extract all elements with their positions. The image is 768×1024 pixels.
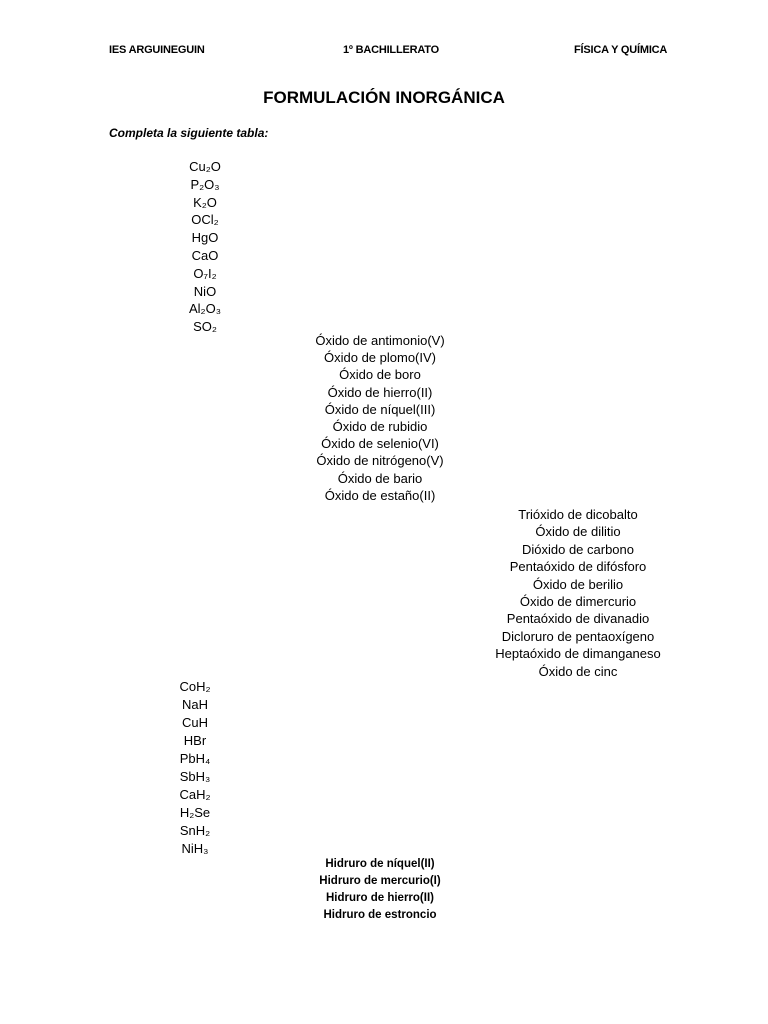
oxide-systematic-name-item: Pentaóxido de divanadio <box>506 611 650 627</box>
oxide-formula-item: OCl₂ <box>191 212 219 228</box>
hydride-name-item: Hidruro de hierro(II) <box>326 892 434 904</box>
hydride-names-list <box>268 856 492 924</box>
oxide-formula-item: HgO <box>191 230 219 246</box>
oxide-stock-name-item: Óxido de bario <box>337 470 423 486</box>
header-school: IES ARGUINEGUIN <box>109 44 205 56</box>
oxide-formula-item: Cu₂O <box>189 159 221 174</box>
oxide-stock-name-item: Óxido de nitrógeno(V) <box>316 453 444 469</box>
hydride-formula-item: NiH₃ <box>181 841 209 856</box>
oxide-systematic-name-item: Dióxido de carbono <box>521 541 635 557</box>
hydride-formula-item: NaH <box>181 697 208 712</box>
oxide-stock-name-item: Óxido de hierro(II) <box>327 384 433 400</box>
hydride-name-item: Hidruro de estroncio <box>323 909 437 921</box>
oxide-formula-item: SO₂ <box>193 319 217 335</box>
header-subject: FÍSICA Y QUÍMICA <box>574 44 668 56</box>
oxide-formula-item: NiO <box>193 283 217 299</box>
oxide-systematic-name-item: Pentaóxido de difósforo <box>509 559 647 575</box>
oxide-formula-item: P₂O₃ <box>190 176 220 192</box>
hydride-formula-item: CaH₂ <box>179 787 211 802</box>
hydride-formula-item: SnH₂ <box>179 823 211 838</box>
hydride-formula-item: CuH <box>181 715 208 730</box>
header-course: 1º BACHILLERATO <box>343 44 439 56</box>
oxide-stock-name-item: Óxido de antimonio(V) <box>315 333 445 348</box>
hydride-formula-item: HBr <box>183 733 207 748</box>
oxide-stock-name-item: Óxido de níquel(III) <box>324 401 436 417</box>
oxide-stock-name-item: Óxido de rubidio <box>332 418 428 434</box>
hydride-formula-item: H₂Se <box>179 805 211 820</box>
oxide-formula-item: CaO <box>191 247 219 263</box>
hydride-formula-item: PbH₄ <box>179 751 211 766</box>
oxide-systematic-name-item: Óxido de dilitio <box>535 524 621 540</box>
oxide-systematic-name-item: Óxido de berilio <box>532 576 624 592</box>
oxide-formula-item: Al₂O₃ <box>188 301 221 317</box>
page-title: FORMULACIÓN INORGÁNICA <box>263 88 505 107</box>
oxide-systematic-name-item: Dicloruro de pentaoxígeno <box>501 628 655 644</box>
hydride-formulas-list <box>150 678 240 858</box>
oxide-systematic-names-list <box>470 506 686 680</box>
oxide-formulas-list <box>160 158 250 336</box>
oxide-formula-item: K₂O <box>193 194 217 210</box>
instruction-text: Completa la siguiente tabla: <box>109 126 269 140</box>
hydride-formula-item: CoH₂ <box>179 679 211 694</box>
oxide-stock-names-list <box>280 332 480 504</box>
oxide-stock-name-item: Óxido de selenio(VI) <box>321 436 439 452</box>
oxide-systematic-name-item: Óxido de cinc <box>538 663 618 679</box>
oxide-systematic-name-item: Trióxido de dicobalto <box>518 507 638 522</box>
oxide-stock-name-item: Óxido de estaño(II) <box>324 487 436 503</box>
hydride-name-item: Hidruro de mercurio(I) <box>319 875 441 887</box>
oxide-formula-item: O₇I₂ <box>193 265 217 281</box>
oxide-stock-name-item: Óxido de plomo(IV) <box>324 350 436 366</box>
hydride-formula-item: SbH₃ <box>179 769 211 784</box>
oxide-systematic-name-item: Óxido de dimercurio <box>519 593 637 609</box>
oxide-systematic-name-item: Heptaóxido de dimanganeso <box>495 646 661 662</box>
oxide-stock-name-item: Óxido de boro <box>339 367 421 383</box>
hydride-name-item: Hidruro de níquel(II) <box>325 858 435 870</box>
